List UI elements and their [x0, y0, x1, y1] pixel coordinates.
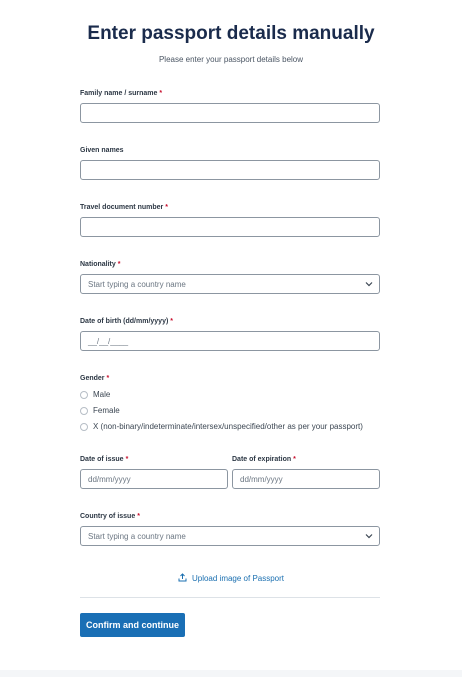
nationality-placeholder: Start typing a country name: [88, 279, 186, 289]
dob-label: Date of birth (dd/mm/yyyy) *: [80, 318, 174, 325]
country-of-issue-label: Country of issue *: [80, 513, 140, 520]
dob-input[interactable]: [80, 331, 380, 351]
radio-button[interactable]: [80, 391, 88, 399]
given-names-input[interactable]: [80, 160, 380, 180]
date-of-issue-label: Date of issue *: [80, 456, 129, 463]
required-marker: *: [106, 375, 110, 382]
nationality-select[interactable]: [80, 274, 380, 294]
divider: [80, 597, 380, 598]
chevron-down-icon: [365, 532, 373, 540]
nationality-label: Nationality *: [80, 261, 121, 268]
radio-button[interactable]: [80, 423, 88, 431]
travel-document-label: Travel document number *: [80, 204, 168, 211]
gender-label: Gender *: [80, 375, 110, 382]
date-of-issue-input[interactable]: dd/mm/yyyy: [80, 469, 228, 489]
upload-passport-link[interactable]: Upload image of Passport: [178, 573, 284, 584]
page-subtitle: Please enter your passport details below: [158, 55, 304, 64]
gender-option-female[interactable]: Female: [80, 406, 120, 415]
required-marker: *: [159, 90, 163, 97]
family-name-input[interactable]: [80, 103, 380, 123]
given-names-label: Given names: [80, 147, 124, 154]
chevron-down-icon: [365, 280, 373, 288]
page-title: Enter passport details manually: [87, 23, 375, 44]
radio-button[interactable]: [80, 407, 88, 415]
required-marker: *: [117, 261, 121, 268]
date-of-expiration-label: Date of expiration *: [232, 456, 296, 463]
date-of-expiration-input[interactable]: dd/mm/yyyy: [232, 469, 380, 489]
required-marker: *: [170, 318, 174, 325]
required-marker: *: [125, 456, 129, 463]
travel-document-input[interactable]: [80, 217, 380, 237]
required-marker: *: [165, 204, 168, 211]
country-of-issue-select[interactable]: [80, 526, 380, 546]
country-of-issue-placeholder: Start typing a country name: [88, 531, 186, 541]
footer-band: [0, 670, 462, 677]
gender-option-male[interactable]: Male: [80, 390, 110, 399]
upload-row: [0, 573, 462, 584]
gender-option-x[interactable]: X (non-binary/indeterminate/intersex/unspecified/other as per your passport): [80, 422, 363, 431]
required-marker: *: [137, 513, 140, 520]
required-marker: *: [293, 456, 296, 463]
dob-mask: __/__/____: [88, 336, 129, 346]
family-name-label: Family name / surname *: [80, 90, 163, 97]
confirm-and-continue-button[interactable]: Confirm and continue: [80, 613, 185, 637]
upload-icon: [178, 573, 187, 584]
